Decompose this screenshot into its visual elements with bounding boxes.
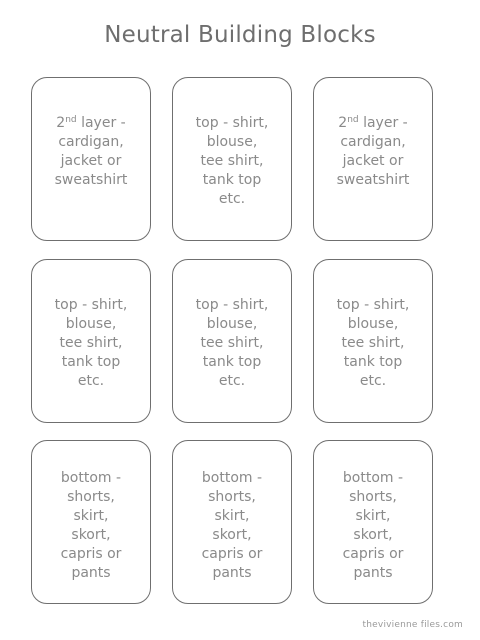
card-text-line: 2nd layer -	[338, 115, 408, 131]
card-text-line: skirt,	[355, 508, 391, 524]
clothing-card	[31, 440, 151, 604]
card-text-line: cardigan,	[58, 134, 124, 150]
card-text-line: shorts,	[208, 489, 256, 505]
clothing-card	[172, 77, 292, 241]
card-text	[318, 469, 428, 583]
card-text	[177, 114, 287, 209]
card-text-line: blouse,	[65, 316, 117, 332]
card-text-line: skort,	[353, 527, 393, 543]
clothing-card	[31, 77, 151, 241]
card-text-line: etc.	[218, 191, 246, 207]
card-text-line: capris or	[201, 546, 263, 562]
card-text-line: skirt,	[73, 508, 109, 524]
card-text-line: shorts,	[67, 489, 115, 505]
card-text-line: tank top	[202, 172, 262, 188]
card-text-line: capris or	[60, 546, 122, 562]
clothing-card	[313, 259, 433, 423]
card-text-line: skort,	[212, 527, 252, 543]
card-text-line: jacket or	[60, 153, 122, 169]
clothing-card	[172, 259, 292, 423]
card-text-line: top - shirt,	[54, 297, 128, 313]
card-text-line: tee shirt,	[200, 153, 264, 169]
card-text	[177, 469, 287, 583]
card-text	[36, 469, 146, 583]
card-text-line: pants	[353, 565, 393, 581]
card-text	[318, 114, 428, 190]
clothing-card	[172, 440, 292, 604]
card-text	[36, 114, 146, 190]
website-credit: thevivienne files.com	[362, 620, 463, 630]
card-text-line: tee shirt,	[341, 335, 405, 351]
card-text-line: bottom -	[342, 470, 404, 486]
card-text-line: tee shirt,	[59, 335, 123, 351]
card-text-line: blouse,	[206, 134, 258, 150]
card-text-line: sweatshirt	[54, 172, 128, 188]
card-text-line: tank top	[202, 354, 262, 370]
card-text	[36, 296, 146, 391]
card-text-line: cardigan,	[340, 134, 406, 150]
card-text-line: etc.	[359, 373, 387, 389]
card-text-line: tee shirt,	[200, 335, 264, 351]
card-text-line: skort,	[71, 527, 111, 543]
card-text-line: jacket or	[342, 153, 404, 169]
page-title: Neutral Building Blocks	[104, 22, 376, 48]
card-text-line: etc.	[218, 373, 246, 389]
card-text-line: blouse,	[347, 316, 399, 332]
card-text-line: bottom -	[60, 470, 122, 486]
card-text	[177, 296, 287, 391]
card-text-line: 2nd layer -	[56, 115, 126, 131]
card-text-line: top - shirt,	[195, 115, 269, 131]
card-text-line: shorts,	[349, 489, 397, 505]
clothing-card	[313, 77, 433, 241]
card-text-line: bottom -	[201, 470, 263, 486]
card-text-line: tank top	[61, 354, 121, 370]
card-text-line: skirt,	[214, 508, 250, 524]
card-text-line: capris or	[342, 546, 404, 562]
card-text-line: tank top	[343, 354, 403, 370]
card-text	[318, 296, 428, 391]
card-text-line: pants	[212, 565, 252, 581]
card-text-line: top - shirt,	[195, 297, 269, 313]
card-text-line: sweatshirt	[336, 172, 410, 188]
card-text-line: pants	[71, 565, 111, 581]
card-text-line: top - shirt,	[336, 297, 410, 313]
clothing-card	[31, 259, 151, 423]
card-text-line: etc.	[77, 373, 105, 389]
card-text-line: blouse,	[206, 316, 258, 332]
clothing-card	[313, 440, 433, 604]
